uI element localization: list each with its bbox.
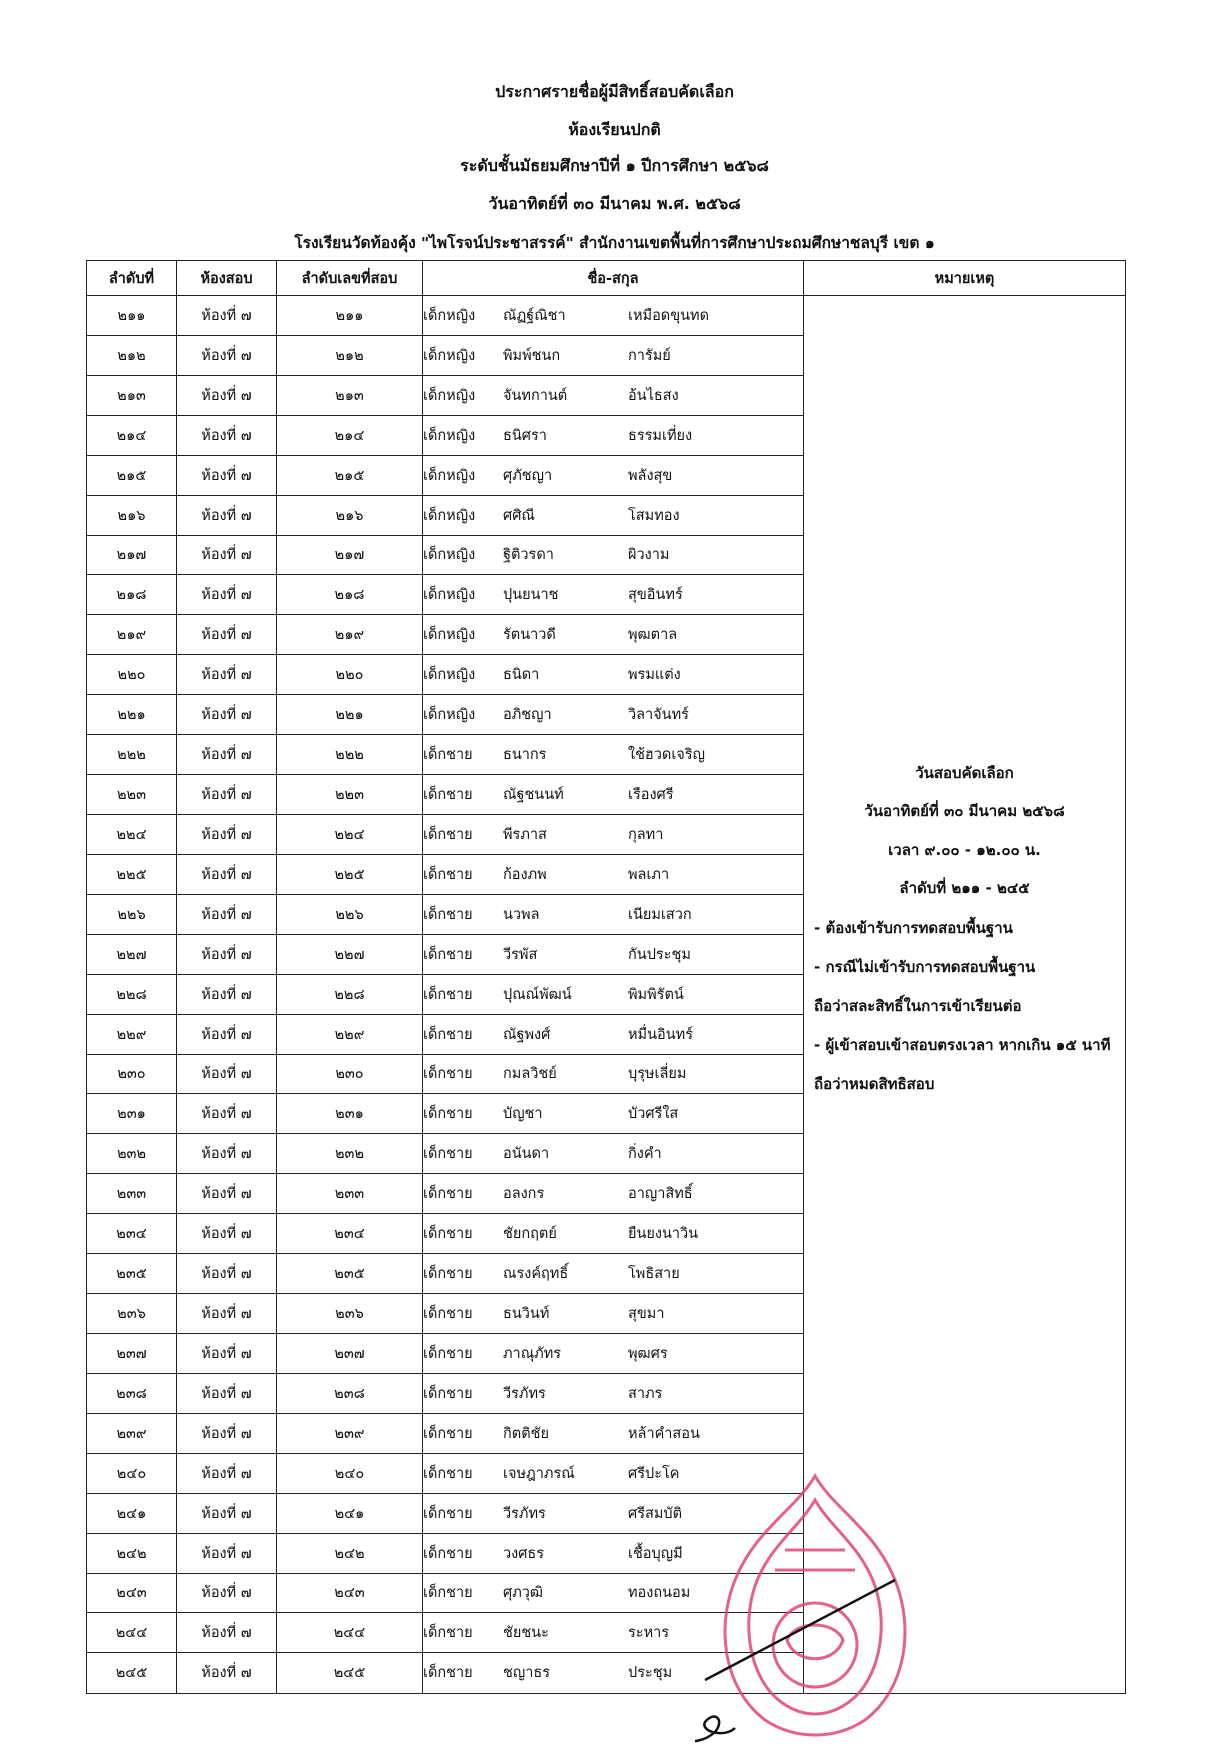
- room-cell: ห้องที่ ๗: [177, 1493, 277, 1533]
- room-cell: ห้องที่ ๗: [177, 894, 277, 934]
- name-title: เด็กหญิง: [423, 627, 476, 644]
- last-name: พิมพิรัตน์: [628, 986, 684, 1003]
- first-name: ธนวินท์: [503, 1306, 550, 1322]
- seq-cell: ๒๑๕: [87, 455, 177, 495]
- name-title: เด็กชาย: [423, 1425, 473, 1442]
- last-name: โสมทอง: [628, 507, 680, 524]
- last-name: การัมย์: [628, 347, 671, 364]
- last-name: บัวศรีใส: [628, 1106, 679, 1123]
- seq-cell: ๒๓๗: [87, 1333, 177, 1373]
- exam-no-cell: ๒๒๙: [277, 1014, 423, 1054]
- first-name: ศุภวุฒิ: [503, 1585, 544, 1602]
- name-cell: [423, 934, 804, 974]
- exam-no-cell: ๒๒๗: [277, 934, 423, 974]
- last-name: ผิวงาม: [628, 547, 670, 564]
- room-cell: ห้องที่ ๗: [177, 415, 277, 455]
- room-cell: ห้องที่ ๗: [177, 1214, 277, 1254]
- name-title: เด็กชาย: [423, 866, 473, 883]
- exam-no-cell: ๒๓๗: [277, 1333, 423, 1373]
- remark-note-2: - กรณีไม่เข้ารับการทดสอบพื้นฐาน: [814, 958, 1036, 976]
- last-name: เหมือดขุนทด: [628, 307, 709, 324]
- exam-no-cell: ๒๑๒: [277, 335, 423, 375]
- seq-cell: ๒๑๔: [87, 415, 177, 455]
- exam-no-cell: ๒๓๔: [277, 1214, 423, 1254]
- last-name: กิ่งคำ: [628, 1146, 662, 1163]
- first-name: ณัฐพงศ์: [503, 1026, 551, 1043]
- room-cell: ห้องที่ ๗: [177, 1054, 277, 1094]
- name-title: เด็กชาย: [423, 1026, 473, 1043]
- grade-level: ระดับชั้นมัธยมศึกษาปีที่ ๑ ปีการศึกษา ๒๕๖๘: [460, 156, 769, 175]
- exam-no-cell: ๒๑๙: [277, 615, 423, 655]
- first-name: พีรภาส: [503, 826, 547, 843]
- name-cell: [423, 296, 804, 336]
- seq-cell: ๒๓๐: [87, 1054, 177, 1094]
- room-cell: ห้องที่ ๗: [177, 1094, 277, 1134]
- last-name: ทองถนอม: [628, 1585, 691, 1602]
- name-cell: [423, 415, 804, 455]
- name-cell: [423, 894, 804, 934]
- last-name: พลเภา: [628, 866, 670, 883]
- last-name: ใช้ฮวดเจริญ: [628, 747, 705, 764]
- first-name: อภิชญา: [503, 707, 552, 724]
- first-name: อลงกร: [503, 1186, 545, 1203]
- name-title: เด็กหญิง: [423, 667, 476, 684]
- seq-cell: ๒๔๒: [87, 1533, 177, 1573]
- name-cell: [423, 1134, 804, 1174]
- last-name: สาภร: [628, 1385, 663, 1402]
- name-cell: [423, 1413, 804, 1453]
- first-name: ธนิศรา: [503, 427, 547, 444]
- first-name: พิมพ์ชนก: [503, 347, 561, 364]
- name-title: เด็กชาย: [423, 787, 473, 804]
- first-name: ชญาธร: [503, 1665, 550, 1682]
- seq-cell: ๒๒๖: [87, 894, 177, 934]
- room-cell: ห้องที่ ๗: [177, 1014, 277, 1054]
- exam-no-cell: ๒๔๕: [277, 1653, 423, 1693]
- exam-no-cell: ๒๑๘: [277, 575, 423, 615]
- first-name: ภาณุภัทร: [503, 1345, 562, 1362]
- room-cell: ห้องที่ ๗: [177, 934, 277, 974]
- seq-cell: ๒๓๓: [87, 1174, 177, 1214]
- name-title: เด็กชาย: [423, 986, 473, 1003]
- last-name: สุขอินทร์: [628, 587, 683, 604]
- last-name: กุลทา: [628, 826, 664, 843]
- first-name: ธนากร: [503, 747, 547, 764]
- room-cell: ห้องที่ ๗: [177, 974, 277, 1014]
- col-header-remark: หมายเหตุ: [804, 261, 1126, 296]
- remark-note-3: - ผู้เข้าสอบเข้าสอบตรงเวลา หากเกิน ๑๕ นาที: [814, 1036, 1111, 1054]
- seq-cell: ๒๓๒: [87, 1134, 177, 1174]
- last-name: พุฒศร: [628, 1345, 668, 1362]
- col-header-seq: ลำดับที่: [87, 261, 177, 296]
- room-cell: ห้องที่ ๗: [177, 1613, 277, 1653]
- remark-range: ลำดับที่ ๒๑๑ - ๒๔๕: [899, 879, 1030, 897]
- room-cell: ห้องที่ ๗: [177, 1653, 277, 1693]
- name-cell: [423, 1333, 804, 1373]
- exam-no-cell: ๒๒๑: [277, 695, 423, 735]
- last-name: เนียมเสวก: [628, 906, 692, 923]
- seq-cell: ๒๔๓: [87, 1573, 177, 1613]
- room-cell: ห้องที่ ๗: [177, 695, 277, 735]
- name-cell: [423, 735, 804, 775]
- seq-cell: ๒๓๘: [87, 1373, 177, 1413]
- first-name: วีรภัทร: [503, 1505, 546, 1522]
- exam-no-cell: ๒๑๗: [277, 535, 423, 575]
- first-name: บัญชา: [503, 1106, 543, 1123]
- name-title: เด็กชาย: [423, 1385, 473, 1402]
- name-title: เด็กชาย: [423, 1465, 473, 1482]
- name-title: เด็กหญิง: [423, 587, 476, 604]
- col-header-exam-no: ลำดับเลขที่สอบ: [277, 261, 423, 296]
- first-name: กิตติชัย: [503, 1425, 549, 1442]
- room-cell: ห้องที่ ๗: [177, 455, 277, 495]
- name-cell: [423, 495, 804, 535]
- last-name: พุฒตาล: [628, 627, 678, 644]
- name-title: เด็กชาย: [423, 1625, 473, 1642]
- name-cell: [423, 1214, 804, 1254]
- name-title: เด็กหญิง: [423, 387, 476, 404]
- name-title: เด็กชาย: [423, 1146, 473, 1163]
- exam-no-cell: ๒๓๖: [277, 1294, 423, 1334]
- first-name: ณัฏฐ์ณิชา: [503, 307, 566, 324]
- seq-cell: ๒๒๗: [87, 934, 177, 974]
- name-title: เด็กชาย: [423, 1505, 473, 1522]
- first-name: ก้องภพ: [503, 866, 547, 883]
- first-name: จันทกานต์: [503, 387, 568, 404]
- seq-cell: ๒๒๕: [87, 854, 177, 894]
- room-cell: ห้องที่ ๗: [177, 1134, 277, 1174]
- first-name: กมลวิชย์: [503, 1066, 557, 1083]
- first-name: ณัฐชนนท์: [503, 787, 564, 804]
- name-title: เด็กหญิง: [423, 427, 476, 444]
- seq-cell: ๒๑๙: [87, 615, 177, 655]
- first-name: ชัยชนะ: [503, 1625, 549, 1642]
- room-cell: ห้องที่ ๗: [177, 775, 277, 815]
- seq-cell: ๒๓๕: [87, 1254, 177, 1294]
- last-name: อ้นไธสง: [628, 387, 679, 404]
- exam-date: วันอาทิตย์ที่ ๓๐ มีนาคม พ.ศ. ๒๕๖๘: [488, 194, 741, 213]
- last-name: ศรีสมบัติ: [628, 1505, 683, 1522]
- room-cell: ห้องที่ ๗: [177, 575, 277, 615]
- room-cell: ห้องที่ ๗: [177, 1373, 277, 1413]
- name-cell: [423, 335, 804, 375]
- first-name: ปุณณ์พัฒน์: [503, 986, 572, 1003]
- school-seal-stamp: [695, 1470, 935, 1750]
- name-title: เด็กหญิง: [423, 307, 476, 324]
- name-title: เด็กชาย: [423, 826, 473, 843]
- room-cell: ห้องที่ ๗: [177, 375, 277, 415]
- last-name: ธรรมเที่ยง: [628, 427, 693, 444]
- seq-cell: ๒๓๖: [87, 1294, 177, 1334]
- classroom-type: ห้องเรียนปกติ: [568, 120, 661, 139]
- seq-cell: ๒๔๔: [87, 1613, 177, 1653]
- name-cell: [423, 775, 804, 815]
- first-name: ฐิติวรดา: [503, 547, 554, 564]
- remark-note-2b: ถือว่าสละสิทธิ์ในการเข้าเรียนต่อ: [814, 997, 1022, 1015]
- first-name: ศศิณี: [503, 507, 535, 524]
- room-cell: ห้องที่ ๗: [177, 296, 277, 336]
- exam-no-cell: ๒๑๑: [277, 296, 423, 336]
- exam-no-cell: ๒๓๙: [277, 1413, 423, 1453]
- exam-no-cell: ๒๒๖: [277, 894, 423, 934]
- seq-cell: ๒๔๐: [87, 1453, 177, 1493]
- seq-cell: ๒๒๙: [87, 1014, 177, 1054]
- first-name: อนันดา: [503, 1146, 550, 1163]
- name-cell: [423, 1054, 804, 1094]
- seq-cell: ๒๑๒: [87, 335, 177, 375]
- name-cell: [423, 1373, 804, 1413]
- name-title: เด็กชาย: [423, 946, 473, 963]
- exam-no-cell: ๒๔๒: [277, 1533, 423, 1573]
- first-name: ธนิดา: [503, 667, 540, 684]
- last-name: พรมแต่ง: [628, 667, 681, 684]
- exam-no-cell: ๒๒๒: [277, 735, 423, 775]
- name-cell: [423, 655, 804, 695]
- exam-no-cell: ๒๔๓: [277, 1573, 423, 1613]
- first-name: วีรพัส: [503, 946, 538, 963]
- name-title: เด็กชาย: [423, 1186, 473, 1203]
- name-cell: [423, 974, 804, 1014]
- name-cell: [423, 1254, 804, 1294]
- name-title: เด็กชาย: [423, 906, 473, 923]
- exam-no-cell: ๒๑๔: [277, 415, 423, 455]
- name-cell: [423, 375, 804, 415]
- name-title: เด็กชาย: [423, 1545, 473, 1562]
- name-title: เด็กชาย: [423, 1226, 473, 1243]
- remark-time: เวลา ๙.๐๐ - ๑๒.๐๐ น.: [888, 841, 1041, 859]
- first-name: ณรงค์ฤทธิ์: [503, 1266, 569, 1283]
- seq-cell: ๒๒๔: [87, 814, 177, 854]
- seq-cell: ๒๒๓: [87, 775, 177, 815]
- last-name: โพธิสาย: [628, 1266, 680, 1283]
- room-cell: ห้องที่ ๗: [177, 1333, 277, 1373]
- last-name: เชื้อบุญมี: [628, 1545, 683, 1562]
- exam-no-cell: ๒๒๘: [277, 974, 423, 1014]
- seq-cell: ๒๔๑: [87, 1493, 177, 1533]
- exam-no-cell: ๒๔๔: [277, 1613, 423, 1653]
- last-name: สุขมา: [628, 1306, 665, 1322]
- seq-cell: ๒๑๗: [87, 535, 177, 575]
- name-title: เด็กชาย: [423, 747, 473, 764]
- col-header-name: ชื่อ-สกุล: [423, 261, 804, 296]
- name-title: เด็กหญิง: [423, 547, 476, 564]
- name-cell: [423, 1094, 804, 1134]
- last-name: พลังสุข: [628, 467, 673, 484]
- name-title: เด็กชาย: [423, 1345, 473, 1362]
- col-header-room: ห้องสอบ: [177, 261, 277, 296]
- exam-no-cell: ๒๓๘: [277, 1373, 423, 1413]
- seq-cell: ๒๒๑: [87, 695, 177, 735]
- last-name: หมื่นอินทร์: [628, 1026, 693, 1043]
- name-cell: [423, 695, 804, 735]
- last-name: ระหาร: [628, 1625, 670, 1642]
- exam-no-cell: ๒๔๐: [277, 1453, 423, 1493]
- last-name: เรืองศรี: [628, 787, 674, 804]
- table-header-row: [87, 261, 1126, 296]
- exam-no-cell: ๒๓๑: [277, 1094, 423, 1134]
- seq-cell: ๒๔๕: [87, 1653, 177, 1693]
- room-cell: ห้องที่ ๗: [177, 735, 277, 775]
- exam-no-cell: ๒๔๑: [277, 1493, 423, 1533]
- last-name: ศรีปะโค: [628, 1465, 680, 1482]
- first-name: วงศธร: [503, 1545, 545, 1562]
- seq-cell: ๒๒๒: [87, 735, 177, 775]
- first-name: ศุภัชญา: [503, 467, 553, 484]
- name-title: เด็กชาย: [423, 1306, 473, 1322]
- name-cell: [423, 1294, 804, 1334]
- first-name: ชัยกฤตย์: [503, 1226, 557, 1243]
- room-cell: ห้องที่ ๗: [177, 854, 277, 894]
- exam-no-cell: ๒๓๐: [277, 1054, 423, 1094]
- seq-cell: ๒๑๘: [87, 575, 177, 615]
- name-title: เด็กชาย: [423, 1266, 473, 1283]
- room-cell: ห้องที่ ๗: [177, 495, 277, 535]
- room-cell: ห้องที่ ๗: [177, 1294, 277, 1334]
- room-cell: ห้องที่ ๗: [177, 335, 277, 375]
- last-name: กันประชุม: [628, 946, 691, 963]
- remark-heading: วันสอบคัดเลือก: [915, 764, 1014, 782]
- exam-no-cell: ๒๒๐: [277, 655, 423, 695]
- name-title: เด็กหญิง: [423, 507, 476, 524]
- school-name: โรงเรียนวัดท้องคุ้ง "ไพโรจน์ประชาสรรค์" สำนักงานเขตพื้นที่การศึกษาประถมศึกษาชลบุรี เขต ๑: [294, 234, 935, 252]
- room-cell: ห้องที่ ๗: [177, 655, 277, 695]
- exam-no-cell: ๒๓๓: [277, 1174, 423, 1214]
- candidate-table: [86, 260, 1126, 1694]
- name-title: เด็กชาย: [423, 1585, 473, 1602]
- last-name: วิลาจันทร์: [628, 707, 689, 724]
- seq-cell: ๒๒๘: [87, 974, 177, 1014]
- last-name: ยืนยงนาวิน: [628, 1226, 699, 1243]
- last-name: อาญาสิทธิ์: [628, 1186, 693, 1203]
- name-cell: [423, 1014, 804, 1054]
- last-name: บุรุษเลี่ยม: [628, 1066, 687, 1083]
- exam-no-cell: ๒๑๕: [277, 455, 423, 495]
- exam-no-cell: ๒๓๕: [277, 1254, 423, 1294]
- room-cell: ห้องที่ ๗: [177, 1413, 277, 1453]
- remark-note-3b: ถือว่าหมดสิทธิสอบ: [814, 1075, 935, 1093]
- name-title: เด็กชาย: [423, 1066, 473, 1083]
- name-cell: [423, 575, 804, 615]
- first-name: ปุนยนาช: [503, 587, 559, 604]
- exam-no-cell: ๒๒๕: [277, 854, 423, 894]
- name-title: เด็กชาย: [423, 1665, 473, 1682]
- name-title: เด็กหญิง: [423, 347, 476, 364]
- name-cell: [423, 455, 804, 495]
- first-name: วีรภัทร: [503, 1385, 546, 1402]
- seq-cell: ๒๓๑: [87, 1094, 177, 1134]
- room-cell: ห้องที่ ๗: [177, 1453, 277, 1493]
- room-cell: ห้องที่ ๗: [177, 1573, 277, 1613]
- seq-cell: ๒๑๑: [87, 296, 177, 336]
- name-title: เด็กชาย: [423, 1106, 473, 1123]
- exam-no-cell: ๒๓๒: [277, 1134, 423, 1174]
- name-title: เด็กหญิง: [423, 707, 476, 724]
- remark-date: วันอาทิตย์ที่ ๓๐ มีนาคม ๒๕๖๘: [864, 802, 1065, 820]
- first-name: เจษฎาภรณ์: [503, 1465, 575, 1482]
- name-cell: [423, 854, 804, 894]
- table-row: [87, 296, 1126, 336]
- room-cell: ห้องที่ ๗: [177, 814, 277, 854]
- room-cell: ห้องที่ ๗: [177, 535, 277, 575]
- seq-cell: ๒๓๔: [87, 1214, 177, 1254]
- name-cell: [423, 535, 804, 575]
- remark-note-1: - ต้องเข้ารับการทดสอบพื้นฐาน: [814, 919, 1013, 937]
- exam-no-cell: ๒๑๖: [277, 495, 423, 535]
- room-cell: ห้องที่ ๗: [177, 1174, 277, 1214]
- seq-cell: ๒๑๓: [87, 375, 177, 415]
- announcement-title: ประกาศรายชื่อผู้มีสิทธิ์สอบคัดเลือก: [495, 82, 734, 101]
- seq-cell: ๒๓๙: [87, 1413, 177, 1453]
- first-name: นวพล: [503, 906, 540, 923]
- last-name: ประชุม: [628, 1665, 673, 1682]
- name-cell: [423, 814, 804, 854]
- name-title: เด็กหญิง: [423, 467, 476, 484]
- name-cell: [423, 1174, 804, 1214]
- room-cell: ห้องที่ ๗: [177, 1533, 277, 1573]
- seq-cell: ๒๑๖: [87, 495, 177, 535]
- exam-no-cell: ๒๒๓: [277, 775, 423, 815]
- first-name: รัตนาวดี: [503, 627, 556, 644]
- room-cell: ห้องที่ ๗: [177, 1254, 277, 1294]
- name-cell: [423, 615, 804, 655]
- room-cell: ห้องที่ ๗: [177, 615, 277, 655]
- last-name: หล้าคำสอน: [628, 1425, 700, 1442]
- seq-cell: ๒๒๐: [87, 655, 177, 695]
- exam-no-cell: ๒๒๔: [277, 814, 423, 854]
- exam-no-cell: ๒๑๓: [277, 375, 423, 415]
